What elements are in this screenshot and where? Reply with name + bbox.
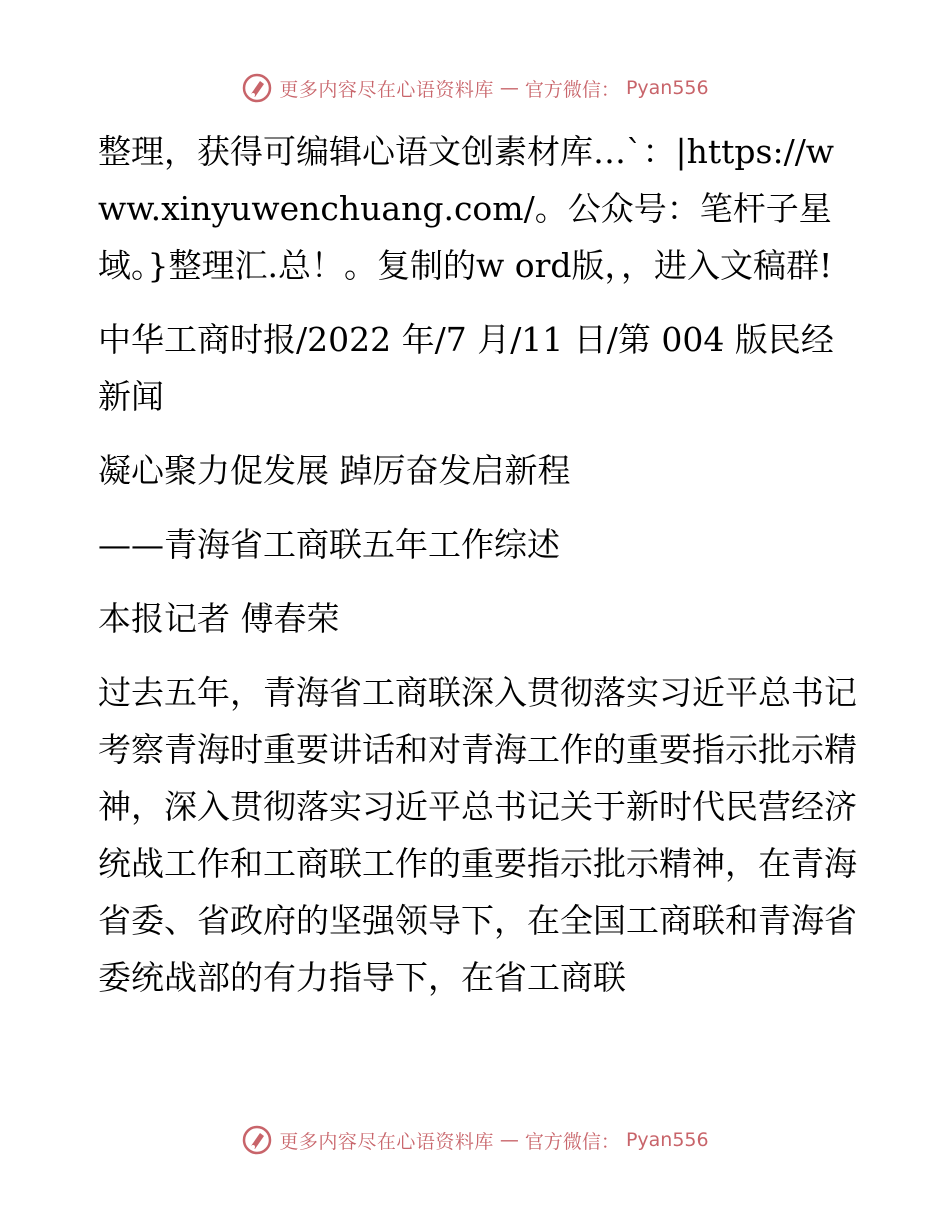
- watermark-main-text: 更多内容尽在心语资料库: [279, 1130, 494, 1153]
- watermark-label: 官方微信：: [524, 1130, 620, 1153]
- article-title: 凝心聚力促发展 踔厉奋发启新程: [98, 451, 571, 490]
- pen-nib-circle-icon: [241, 72, 273, 104]
- byline: 本报记者 傅春荣: [98, 599, 340, 638]
- document-body: [98, 123, 858, 1006]
- pen-nib-circle-icon: [241, 1124, 273, 1156]
- article-subtitle: ——青海省工商联五年工作综述: [98, 525, 560, 564]
- watermark-handle: Pyan556: [625, 77, 709, 99]
- intro-paragraph: 整理，获得可编辑心语文创素材库…`：|https://www.xinyuwenchuang.com/。公众号：笔杆子星域。}整理汇.总！。复制的w ord版，，进入文稿群!: [98, 132, 835, 285]
- body-paragraph: 过去五年，青海省工商联深入贯彻落实习近平总书记考察青海时重要讲话和对青海工作的重要指示批示精神，深入贯彻落实习近平总书记关于新时代民营经济统战工作和工商联工作的重要指示批示精神，在青海省委、省政府的坚强领导下，在全国工商联和青海省委统战部的有力指导下，在省工商联: [98, 673, 857, 997]
- watermark-main-text: 更多内容尽在心语资料库: [279, 78, 494, 101]
- watermark-separator: —: [499, 77, 519, 99]
- source-line: 中华工商时报/2022 年/7 月/11 日/第 004 版民经新闻: [98, 320, 834, 416]
- watermark-handle: Pyan556: [625, 1129, 709, 1151]
- watermark-footer: [0, 1124, 950, 1156]
- watermark-separator: —: [499, 1129, 519, 1151]
- watermark-header: [0, 72, 950, 104]
- watermark-label: 官方微信：: [524, 78, 620, 101]
